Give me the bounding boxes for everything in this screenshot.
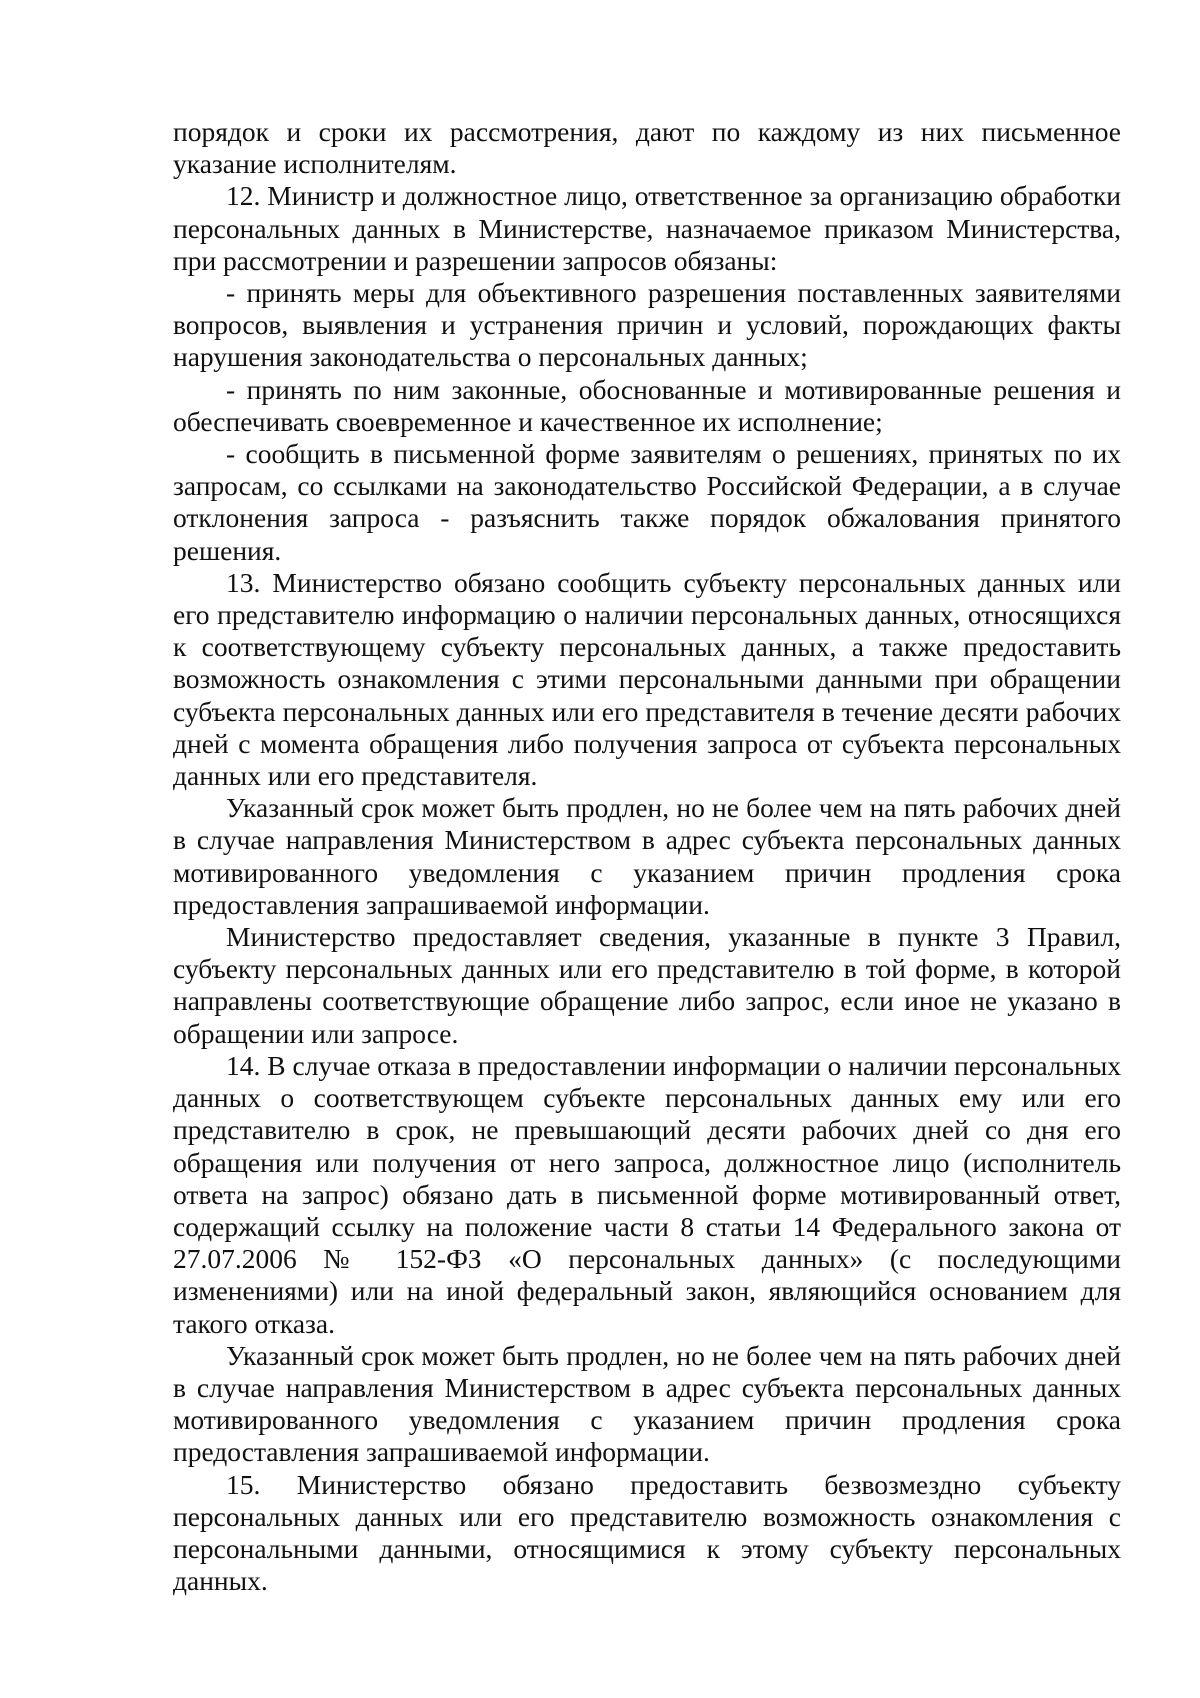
paragraph-continuation: порядок и сроки их рассмотрения, дают по каждому из них письменное указание исполнителям.: [173, 116, 1121, 180]
document-body: [173, 116, 1121, 1597]
paragraph-12-item-3: - сообщить в письменной форме заявителям о решениях, принятых по их запросам, со ссылками на законодательство Российской Федерации, а в случае отклонения запроса - разъяснить также порядок обжалования принятого решения.: [173, 438, 1121, 566]
paragraph-12: 12. Министр и должностное лицо, ответственное за организацию обработки персональных данных в Министерстве, назначаемое приказом Министерства, при рассмотрении и разрешении запросов обязаны:: [173, 180, 1121, 276]
paragraph-12-item-1: - принять меры для объективного разрешения поставленных заявителями вопросов, выявления и устранения причин и условий, порождающих факты нарушения законодательства о персональных данных;: [173, 277, 1121, 373]
paragraph-15: 15. Министерство обязано предоставить безвозмездно субъекту персональных данных или его представителю возможность ознакомления с персональными данными, относящимися к этому субъекту персональных данных.: [173, 1468, 1121, 1597]
paragraph-12-item-2: - принять по ним законные, обоснованные и мотивированные решения и обеспечивать своевременное и качественное их исполнение;: [173, 373, 1121, 437]
paragraph-14-extension: Указанный срок может быть продлен, но не более чем на пять рабочих дней в случае направления Министерством в адрес субъекта персональных данных мотивированного уведомления с указанием причин продления срока предоставления запрашиваемой информации.: [173, 1339, 1121, 1468]
paragraph-13-extension: Указанный срок может быть продлен, но не более чем на пять рабочих дней в случае направления Министерством в адрес субъекта персональных данных мотивированного уведомления с указанием причин продления срока предоставления запрашиваемой информации.: [173, 792, 1121, 920]
paragraph-13: 13. Министерство обязано сообщить субъекту персональных данных или его представителю информацию о наличии персональных данных, относящихся к соответствующему субъекту персональных данных, а также предоставить возможность ознакомления с этими персональными данными при обращении субъекта персональных данных или его представителя в течение десяти рабочих дней с момента обращения либо получения запроса от субъекта персональных данных или его представителя.: [173, 566, 1121, 792]
paragraph-13-form: Министерство предоставляет сведения, указанные в пункте 3 Правил, субъекту персональных данных или его представителю в той форме, в которой направлены соответствующие обращение либо запрос, если иное не указано в обращении или запросе.: [173, 921, 1121, 1049]
paragraph-14: 14. В случае отказа в предоставлении информации о наличии персональных данных о соответствующем субъекте персональных данных ему или его представителю в срок, не превышающий десяти рабочих дней со дня его обращения или получения от него запроса, должностное лицо (исполнитель ответа на запрос) обязано дать в письменной форме мотивированный ответ, содержащий ссылку на положение части 8 статьи 14 Федерального закона от 27.07.2006 № 152-ФЗ «О персональных данных» (с последующими изменениями) или на иной федеральный закон, являющийся основанием для такого отказа.: [173, 1049, 1121, 1339]
